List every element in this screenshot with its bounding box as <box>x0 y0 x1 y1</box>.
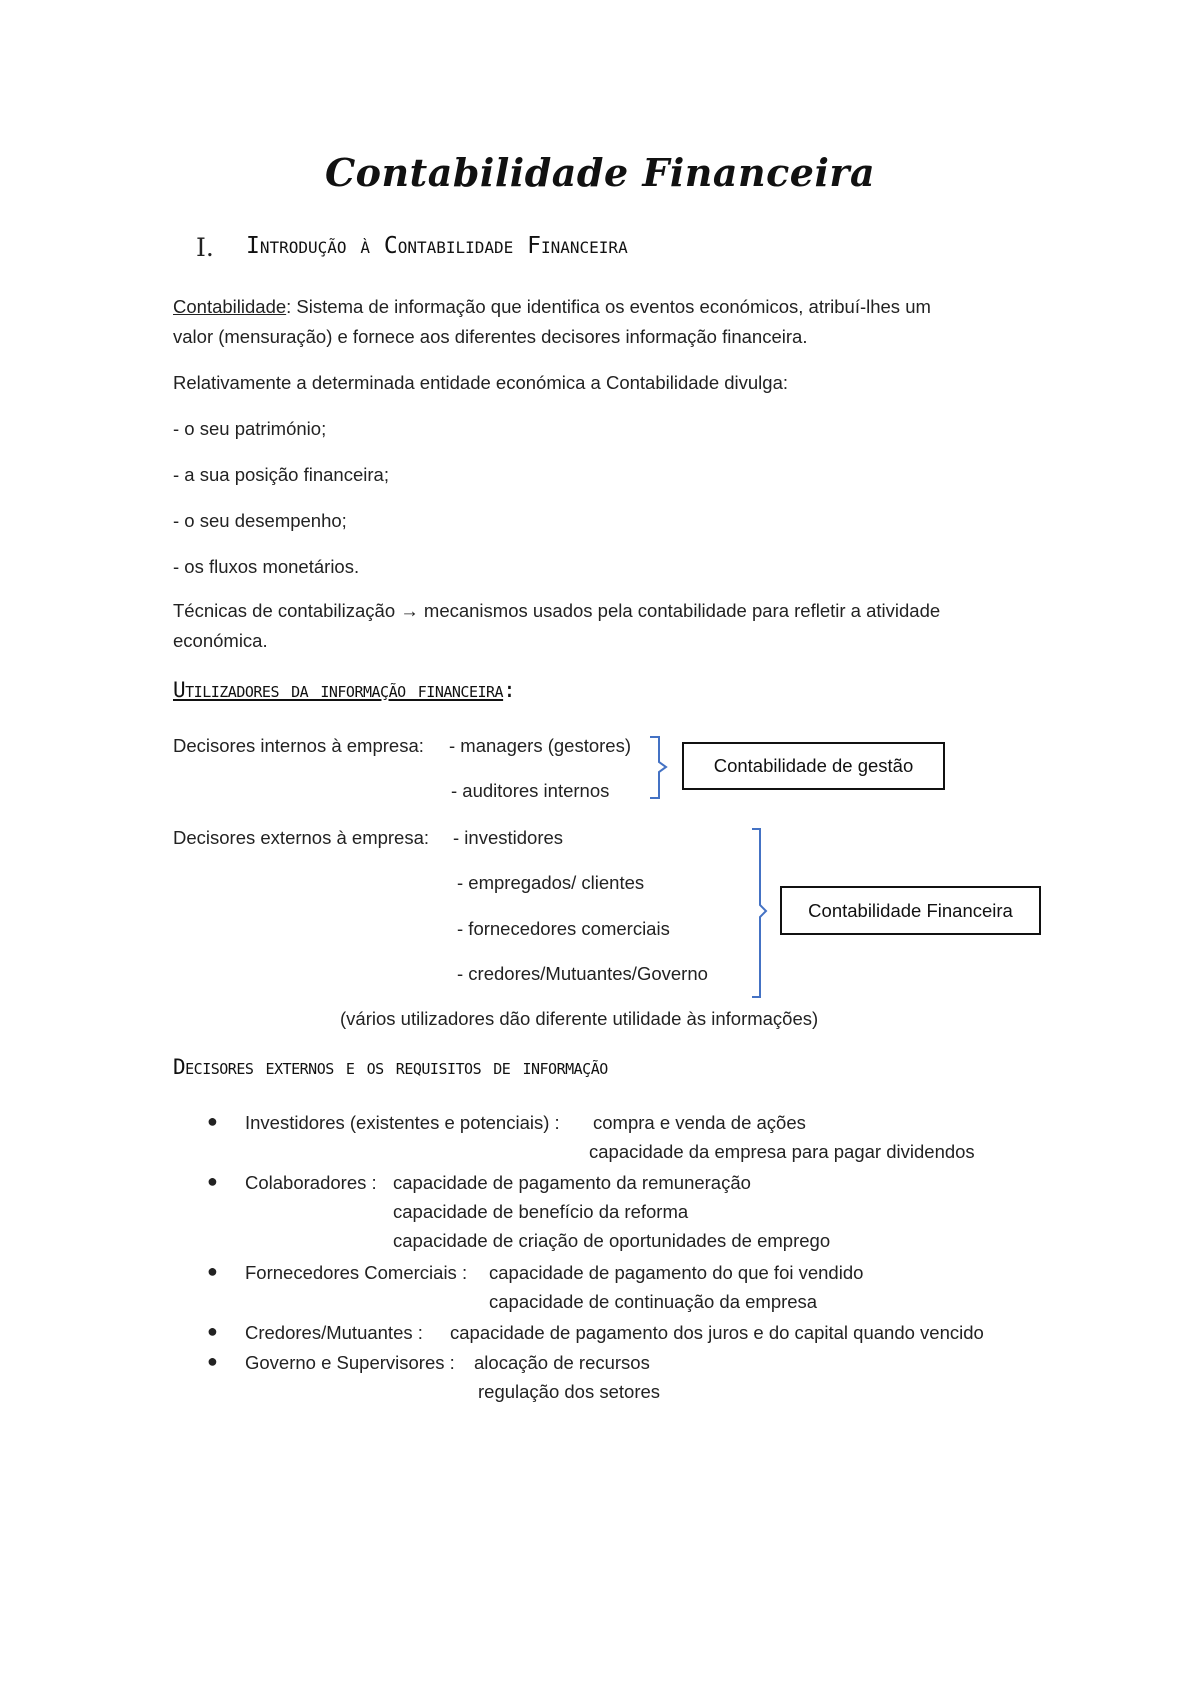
bullet-icon: ● <box>207 1111 218 1131</box>
bullet-icon: ● <box>207 1261 218 1281</box>
disclosure-item: - o seu desempenho; <box>173 510 347 531</box>
techniques-line-2: económica. <box>173 630 268 651</box>
requirement-line: capacidade da empresa para pagar dividendos <box>589 1141 975 1162</box>
requirement-line: alocação de recursos <box>474 1352 650 1373</box>
external-brace-icon <box>752 829 766 997</box>
external-item: - investidores <box>453 827 564 848</box>
definition-term: Contabilidade <box>173 296 287 317</box>
disclosure-item: - os fluxos monetários. <box>173 556 360 577</box>
heading-number: I. <box>196 233 214 262</box>
requirement-line: capacidade de pagamento do que foi vendido <box>489 1262 864 1283</box>
requirement-line: capacidade de criação de oportunidades de emprego <box>393 1230 831 1251</box>
definition-line-2: valor (mensuração) e fornece aos diferentes decisores informação financeira. <box>173 326 808 347</box>
requirement-label: Colaboradores : <box>245 1172 377 1193</box>
users-section-title-text: Utilizadores da informação financeira <box>173 678 504 702</box>
external-item: - empregados/ clientes <box>457 872 645 893</box>
requirement-line: capacidade de pagamento dos juros e do capital quando vencido <box>450 1322 984 1343</box>
requirement-line: capacidade de benefício da reforma <box>393 1201 689 1222</box>
users-section-colon: : <box>503 678 516 702</box>
intro-line: Relativamente a determinada entidade económica a Contabilidade divulga: <box>173 372 789 393</box>
external-label: Decisores externos à empresa: <box>173 827 430 848</box>
section-heading: Introdução à Contabilidade Financeira <box>246 233 628 259</box>
external-item: - fornecedores comerciais <box>457 918 670 939</box>
users-note: (vários utilizadores dão diferente utilidade às informações) <box>340 1008 819 1029</box>
bullet-icon: ● <box>207 1321 218 1341</box>
internal-item: - managers (gestores) <box>449 735 631 756</box>
internal-item: - auditores internos <box>451 780 610 801</box>
bullet-icon: ● <box>207 1351 218 1371</box>
requirement-line: capacidade de continuação da empresa <box>489 1291 818 1312</box>
techniques-line-1: Técnicas de contabilização → mecanismos usados pela contabilidade para refletir a atividade <box>173 600 941 621</box>
requirement-label: Fornecedores Comerciais : <box>245 1262 468 1283</box>
requirement-label: Investidores (existentes e potenciais) : <box>245 1112 560 1133</box>
external-item: - credores/Mutuantes/Governo <box>457 963 708 984</box>
requirement-label: Credores/Mutuantes : <box>245 1322 423 1343</box>
bullet-icon: ● <box>207 1171 218 1191</box>
disclosure-item: - o seu património; <box>173 418 327 439</box>
requirement-line: regulação dos setores <box>478 1381 661 1402</box>
requirement-line: capacidade de pagamento da remuneração <box>393 1172 751 1193</box>
requirements-section-title: Decisores externos e os requisitos de informação <box>173 1055 608 1079</box>
page-title: Contabilidade Financeira <box>324 150 876 195</box>
financial-accounting-label: Contabilidade Financeira <box>808 899 1013 921</box>
internal-label: Decisores internos à empresa: <box>173 735 424 756</box>
management-accounting-label: Contabilidade de gestão <box>713 755 914 776</box>
disclosure-item: - a sua posição financeira; <box>173 464 389 485</box>
definition-text: : Sistema de informação que identifica os eventos económicos, atribuí-lhes um <box>286 296 931 317</box>
requirement-label: Governo e Supervisores : <box>245 1352 455 1373</box>
requirement-line: compra e venda de ações <box>593 1112 806 1133</box>
internal-brace-icon <box>650 737 666 798</box>
